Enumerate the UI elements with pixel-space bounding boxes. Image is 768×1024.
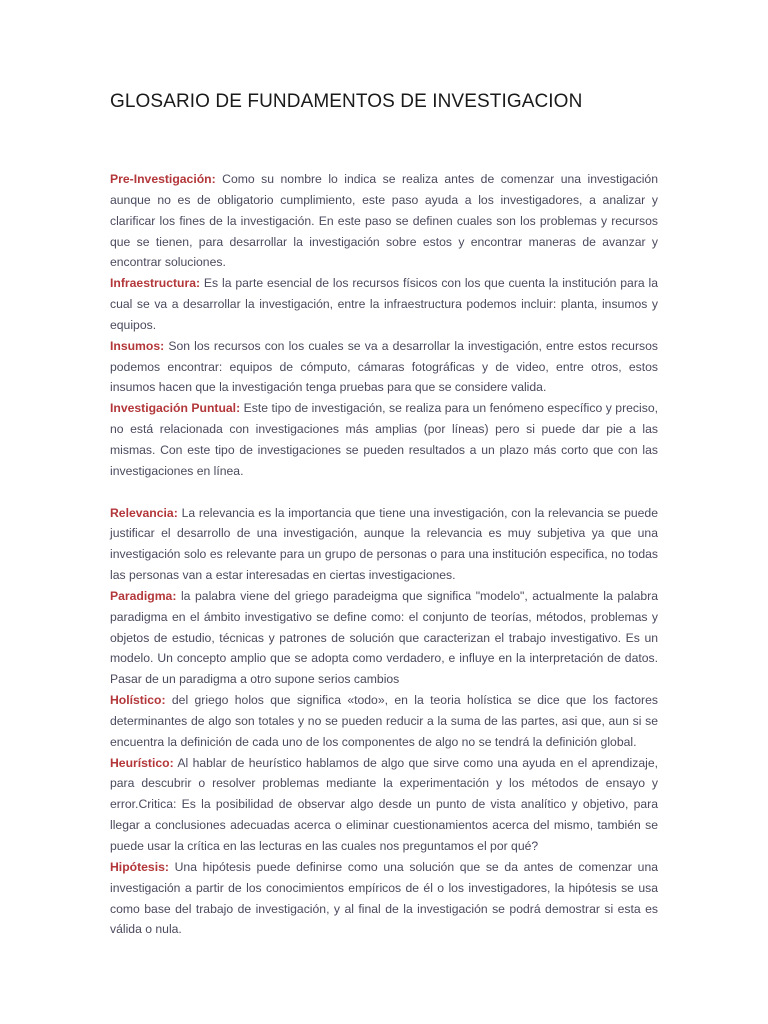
glossary-entry-pre-investigacion bbox=[110, 169, 658, 273]
glossary-term: Holístico: bbox=[110, 693, 166, 708]
glossary-definition: Son los recursos con los cuales se va a desarrollar la investigación, entre estos recursos podemos encontrar: equipos de cómputo, cámaras fotográficas y de video, entre otros, estos insumos hacen que la investigación tenga pruebas para que se considere valida. bbox=[110, 338, 658, 395]
glossary-definition: Este tipo de investigación, se realiza para un fenómeno específico y preciso, no está relacionada con investigaciones más amplias (por líneas) pero si puede dar pie a las mismas. Con este tipo de investigaciones se pueden resultados a un plazo más corto que con las investigaciones en línea. bbox=[110, 401, 658, 478]
glossary-term: Insumos: bbox=[110, 338, 165, 353]
glossary-entry-relevancia bbox=[110, 503, 658, 586]
glossary-term: Pre-Investigación: bbox=[110, 172, 216, 186]
glossary-definition: la palabra viene del griego paradeigma que significa "modelo", actualmente la palabra paradigma en el ámbito investigativo se define como: el conjunto de teorías, métodos, problemas y objetos de estudio, técnicas y patrones de solución que caracterizan el trabajo investigativo. Es un modelo. Un concepto amplio que se adopta como verdadero, e influye en la interpretación de datos. Pasar de un paradigma a otro supone serios cambios bbox=[110, 588, 658, 687]
glossary-term: Paradigma: bbox=[110, 588, 177, 603]
glossary-term: Relevancia: bbox=[110, 505, 178, 520]
glossary-body bbox=[110, 169, 658, 940]
glossary-entry-investigacion-puntual bbox=[110, 398, 658, 481]
glossary-entry-holistico bbox=[110, 690, 658, 753]
glossary-definition: Al hablar de heurístico hablamos de algo que sirve como una ayuda en el aprendizaje, para descubrir o resolver problemas mediante la experimentación y los métodos de ensayo y error.Critica: Es la posibilidad de observar algo desde un punto de vista analítico y objetivo, para llegar a conclusiones adecuadas acerca o eliminar cuestionamientos acerca del mismo, también se puede usar la crítica en las lecturas en las cuales nos preguntamos el por qué? bbox=[110, 755, 658, 853]
glossary-term: Infraestructura: bbox=[110, 276, 201, 291]
glossary-entry-insumos bbox=[110, 336, 658, 399]
glossary-term: Heurístico: bbox=[110, 755, 174, 770]
document-title: GLOSARIO DE FUNDAMENTOS DE INVESTIGACION bbox=[110, 91, 583, 112]
glossary-term: Hipótesis: bbox=[110, 859, 169, 874]
glossary-entry-infraestructura bbox=[110, 273, 658, 336]
glossary-term: Investigación Puntual: bbox=[110, 401, 241, 416]
glossary-entry-hipotesis bbox=[110, 857, 658, 940]
glossary-definition: Como su nombre lo indica se realiza antes de comenzar una investigación aunque no es de obligatorio cumplimiento, este paso ayuda a los investigadores, a analizar y clarificar los fines de la investigación. En este paso se definen cuales son los problemas y recursos que se tienen, para desarrollar la investigación sobre estos y encontrar maneras de avanzar y encontrar soluciones. bbox=[110, 172, 658, 270]
glossary-definition: Es la parte esencial de los recursos físicos con los que cuenta la institución para la cual se va a desarrollar la investigación, entre la infraestructura podemos incluir: planta, insumos y equipos. bbox=[110, 276, 658, 332]
glossary-definition: del griego holos que significa «todo», en la teoria holística se dice que los factores determinantes de algo son totales y no se pueden reducir a la suma de las partes, asi que, aun si se encuentra la definición de cada uno de los componentes de algo no se tendrá la definición global. bbox=[110, 693, 658, 749]
glossary-definition: La relevancia es la importancia que tiene una investigación, con la relevancia se puede justificar el desarrollo de una investigación, aunque la relevancia es muy subjetiva ya que una investigación solo es relevante para un grupo de personas o para una institución especifica, no todas las personas van a estar interesadas en ciertas investigaciones. bbox=[110, 505, 658, 583]
glossary-definition: Una hipótesis puede definirse como una solución que se da antes de comenzar una investigación a partir de los conocimientos empíricos de él o los investigadores, la hipótesis se usa como base del trabajo de investigación, y al final de la investigación se podrá demostrar si esta es válida o nula. bbox=[110, 859, 658, 937]
glossary-entry-paradigma bbox=[110, 586, 658, 690]
glossary-entry-heuristico bbox=[110, 753, 658, 857]
